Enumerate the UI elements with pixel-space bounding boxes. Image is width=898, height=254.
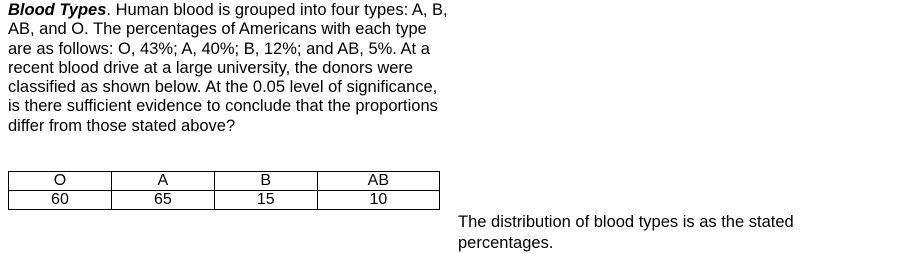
table-cell: 60 <box>9 191 112 210</box>
problem-statement <box>8 1 448 136</box>
blood-type-table <box>8 171 440 210</box>
table-header-cell: O <box>9 172 112 191</box>
answer-text: The distribution of blood types is as the stated percentages. <box>458 213 794 252</box>
table-cell: 65 <box>111 191 214 210</box>
table-header-row <box>9 172 440 191</box>
problem-body: Human blood is grouped into four types: A, B, AB, and O. The percentages of Americans with each type are as follows: O, 43%; A, 40%; B, 12%; and AB, 5%. At a recent blood drive at a large university, the donors were classified as shown below. At the 0.05 level of significance, is there sufficient evidence to conclude that the proportions differ from those stated above? <box>8 1 448 135</box>
table-row <box>9 191 440 210</box>
table-header-cell: A <box>111 172 214 191</box>
problem-title-period: . <box>106 1 111 19</box>
table-header-cell: B <box>214 172 317 191</box>
table-cell: 10 <box>317 191 439 210</box>
problem-title: Blood Types <box>8 1 107 19</box>
table-cell: 15 <box>214 191 317 210</box>
table-header-cell: AB <box>317 172 439 191</box>
